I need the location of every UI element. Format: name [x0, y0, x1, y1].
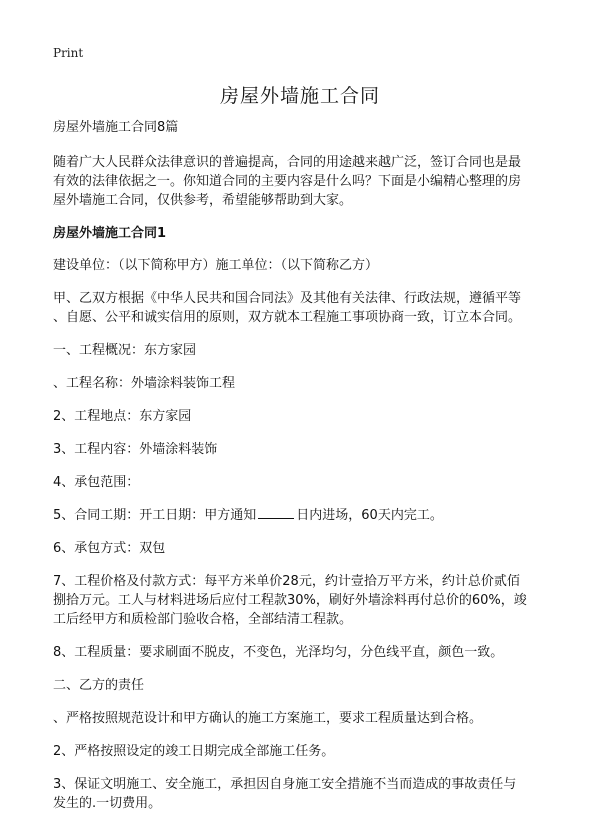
section-heading: 房屋外墙施工合同1 — [53, 226, 167, 241]
clause-price-line: 捌拾万元。工人与材料进场后应付工程款30%，刷好外墙涂料再付总价的60%，竣 — [53, 593, 527, 608]
preamble-line: 甲、乙双方根据《中华人民共和国合同法》及其他有关法律、行政法规，遵循平等 — [53, 291, 522, 306]
fill-in-blank — [258, 506, 294, 519]
clause-price-line: 工后经甲方和质检部门验收合格，全部结清工程款。 — [53, 612, 353, 627]
party-b-duty-3-line: 发生的.一切费用。 — [53, 796, 162, 811]
clause-price-paragraph — [53, 572, 553, 629]
clause-period — [53, 506, 553, 525]
intro-paragraph — [53, 153, 553, 210]
clause-scope: 4、承包范围： — [53, 475, 140, 490]
party-b-duty-2: 2、严格按照设定的竣工日期完成全部施工任务。 — [53, 744, 335, 759]
clause-project-name: 、工程名称：外墙涂料装饰工程 — [53, 376, 236, 391]
page-title: 房屋外墙施工合同 — [219, 85, 380, 107]
clause-period-before: 5、合同工期：开工日期：甲方通知 — [53, 508, 257, 523]
parties-line: 建设单位：（以下简称甲方）施工单位：（以下简称乙方） — [53, 258, 379, 273]
clause-location: 2、工程地点：东方家园 — [53, 409, 192, 424]
intro-line: 有效的法律依据之一。你知道合同的主要内容是什么吗？下面是小编精心整理的房 — [53, 174, 522, 189]
party-b-duty-1: 、严格按照规范设计和甲方确认的施工方案施工，要求工程质量达到合格。 — [53, 711, 483, 726]
clause-content: 3、工程内容：外墙涂料装饰 — [53, 442, 218, 457]
clause-method: 6、承包方式：双包 — [53, 541, 166, 556]
clause-period-after: 日内进场，60天内完工。 — [296, 508, 443, 523]
party-b-duty-3-line: 3、保证文明施工、安全施工，承担因自身施工安全措施不当而造成的事故责任与 — [53, 777, 517, 792]
clause-price-line: 7、工程价格及付款方式：每平方米单价28元，约计壹拾万平方米，约计总价贰佰 — [53, 574, 520, 589]
print-link[interactable]: Print — [53, 46, 84, 60]
clause-quality: 8、工程质量：要求刷面不脱皮，不变色，光泽均匀，分色线平直，颜色一致。 — [53, 645, 504, 660]
intro-line: 屋外墙施工合同，仅供参考，希望能够帮助到大家。 — [53, 193, 353, 208]
document-body — [53, 118, 553, 827]
clause-overview: 一、工程概况：东方家园 — [53, 343, 197, 358]
preamble-paragraph — [53, 289, 553, 327]
document-subtitle: 房屋外墙施工合同8篇 — [53, 120, 179, 135]
party-b-heading: 二、乙方的责任 — [53, 678, 145, 693]
preamble-line: 、自愿、公平和诚实信用的原则，双方就本工程施工事项协商一致，订立本合同。 — [53, 310, 522, 325]
party-b-duty-3 — [53, 775, 553, 813]
intro-line: 随着广大人民群众法律意识的普遍提高，合同的用途越来越广泛，签订合同也是最 — [53, 155, 522, 170]
